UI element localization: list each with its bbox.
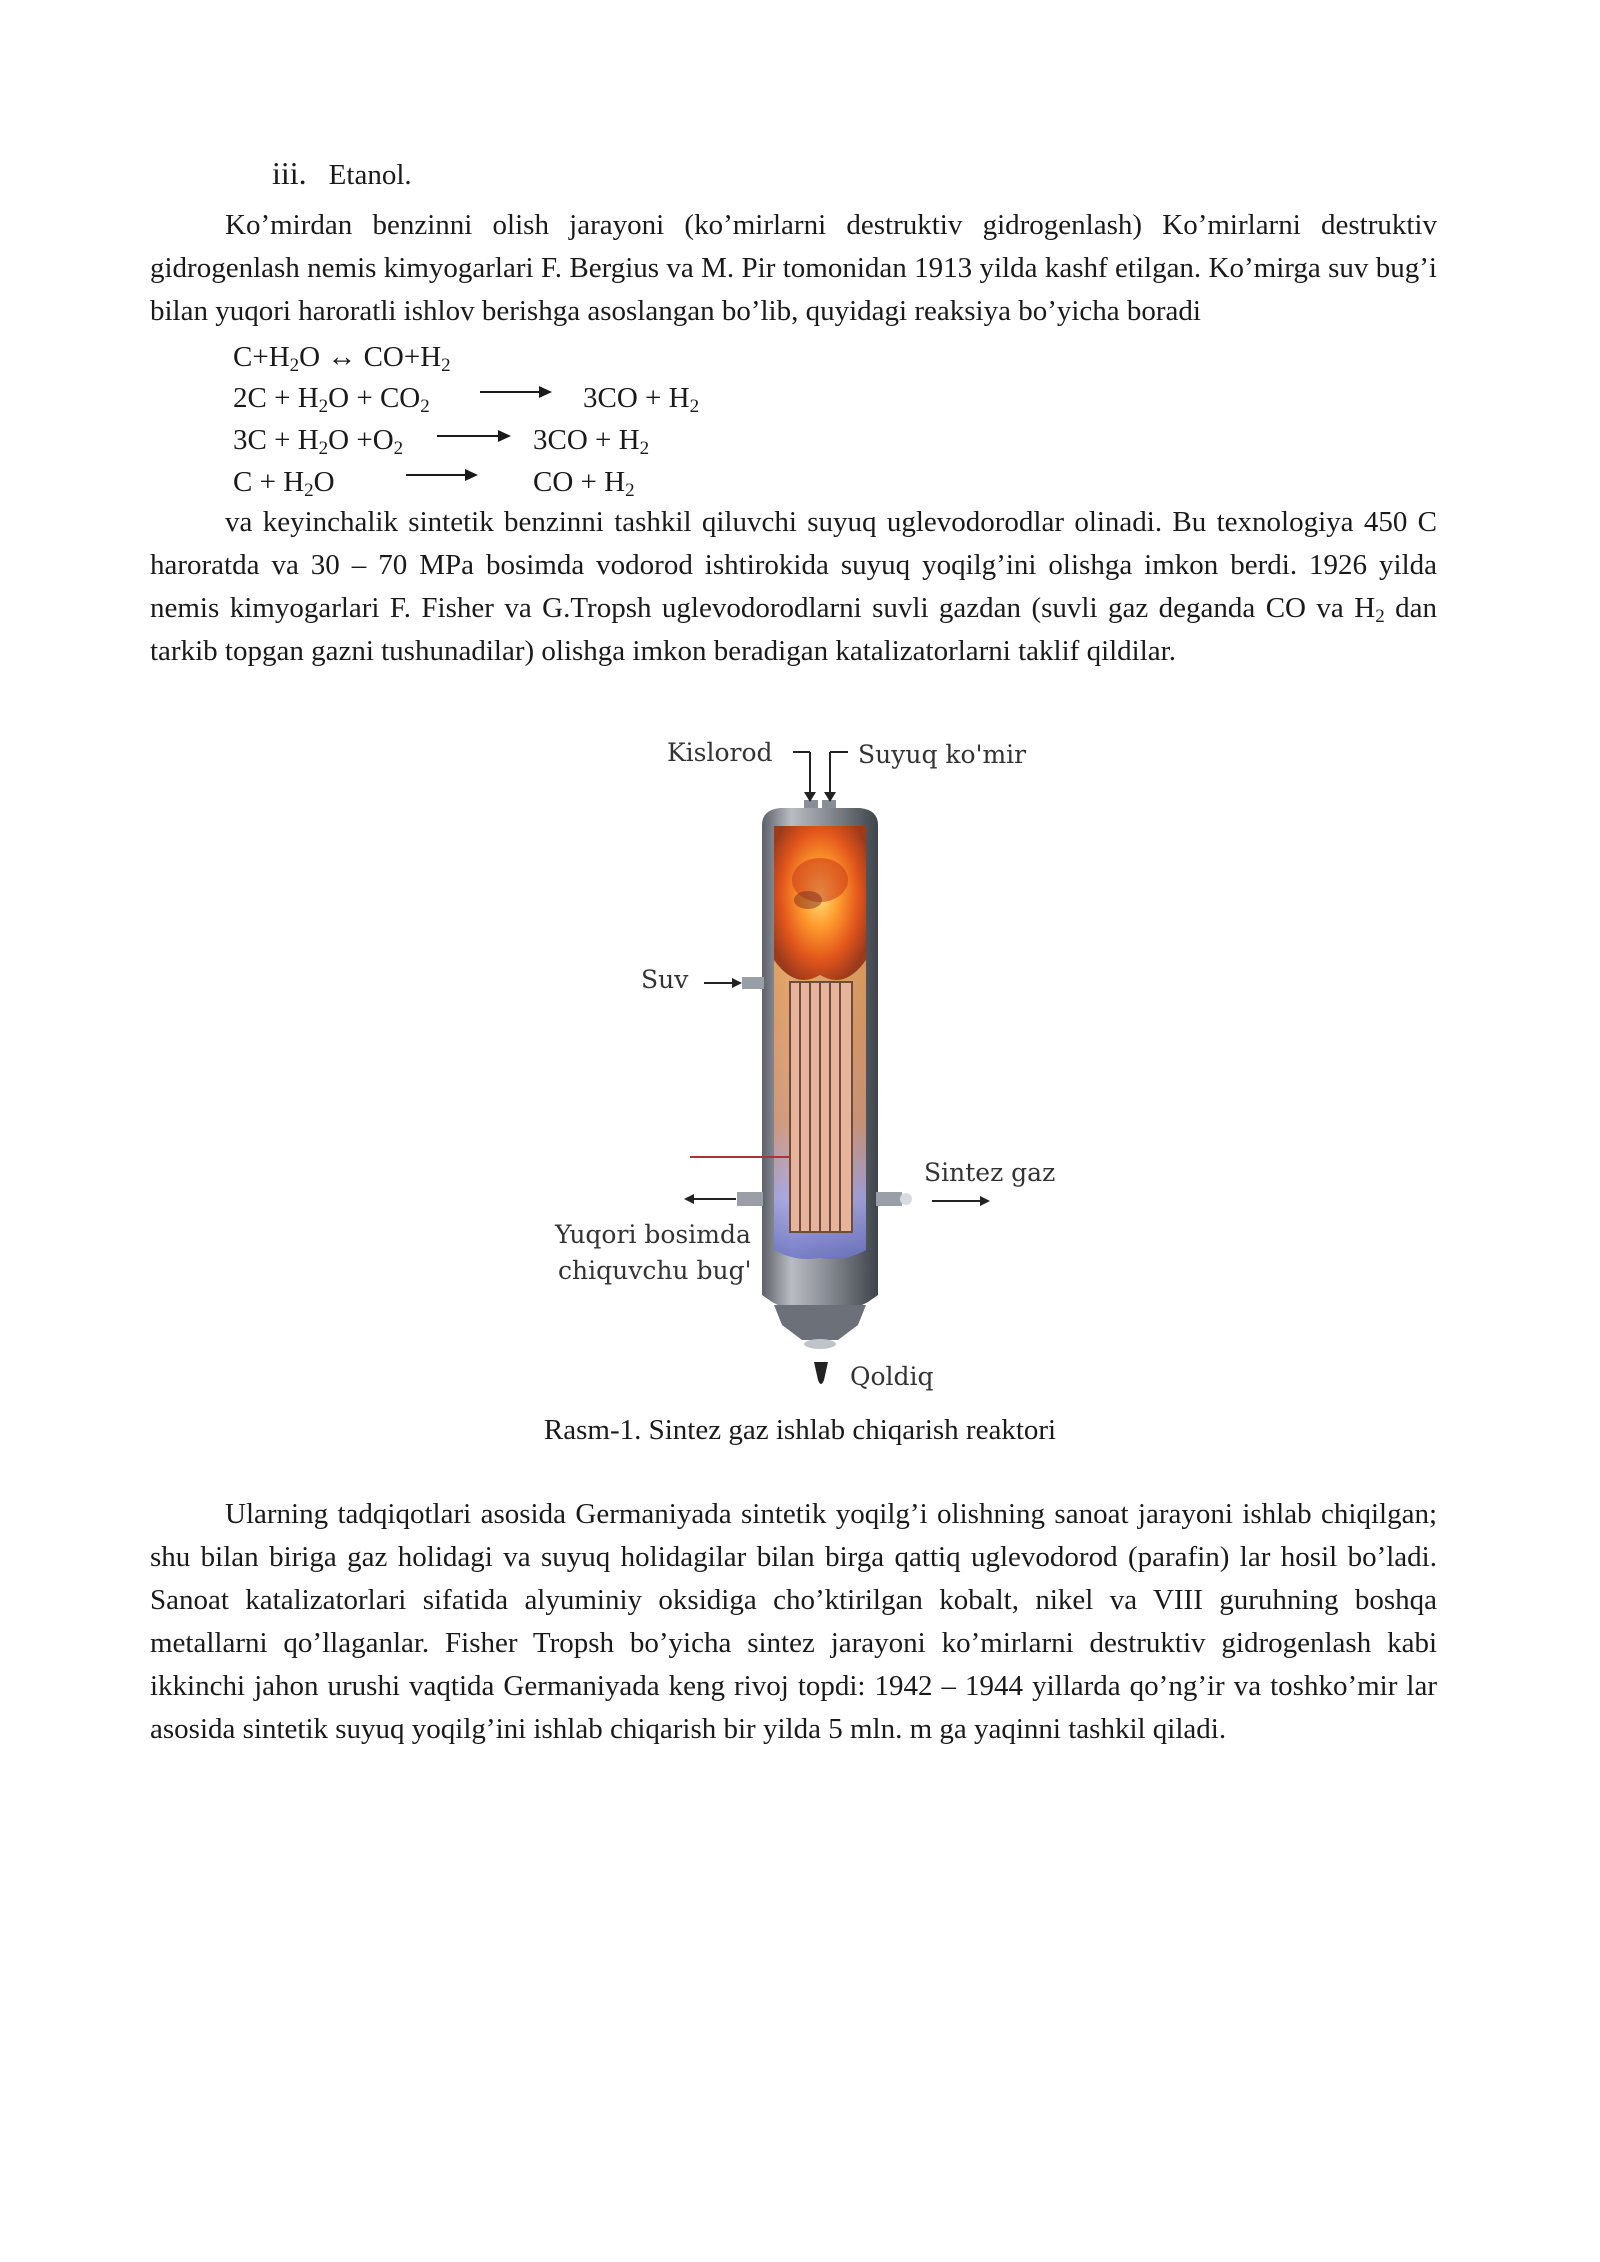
water-inlet-nozzle: [742, 977, 764, 989]
reaction-arrow: [437, 435, 509, 437]
paragraph-germany: Ularning tadqiqotlari asosida Germaniyada sintetik yoqilg’i olishning sanoat jarayoni ishlab chiqilgan; shu bilan biriga gaz holidagi va suyuq holidagilar bilan birga qattiq uglevodorod (parafin) lar hosil bo’ladi. Sanoat katalizatorlari sifatida alyuminiy oksidiga cho’ktirilgan kobalt, nikel va VIII guruhning boshqa metallarni qo’llaganlar. Fisher Tropsh bo’yicha sintez jarayoni ko’mirlarni destruktiv gidrogenlash kabi ikkinchi jahon urushi vaqtida Germaniyada keng rivoj topdi: 1942 – 1944 yillarda qo’ng’ir va toshko’mir lar asosida sintetik suyuq yoqilg’ini ishlab chiqarish bir yilda 5 mln. m ga yaqinni tashkil qiladi.: [150, 1498, 1437, 1745]
list-item-ethanol: [272, 155, 412, 192]
label-syngas: Sintez gaz: [924, 1158, 1056, 1187]
label-liquid-coal: Suyuq ko'mir: [858, 740, 1027, 769]
equation-3-right: $3CO + H_2$: [533, 424, 650, 459]
equation-2-left: $2C + H_2O + CO_2$: [233, 382, 430, 417]
paragraph-technology: va keyinchalik sintetik benzinni tashkil qiluvchi suyuq uglevodorodlar olinadi. Bu texnologiya 450 C haroratda va 30 – 70 MPa bosimda vodorod ishtirokida suyuq yoqilg’ini olishga imkon berdi. 1926 yilda nemis kimyogarlari F. Fisher va G.Tropsh uglevodorodlarni suvli gazdan (suvli gaz deganda CO va $H_2$ dan tarkib topgan gazni tushunadilar) olishga imkon beradigan katalizatorlarni taklif qildilar.: [150, 506, 1437, 667]
syngas-outlet-nozzle: [876, 1192, 902, 1206]
equation-4-right: CO + $H_2$: [533, 466, 635, 501]
label-oxygen: Kislorod: [667, 738, 773, 767]
label-steam-line2: chiquvchu bug': [558, 1256, 752, 1285]
list-number: iii.: [272, 155, 307, 191]
residue-drop-icon: [814, 1362, 828, 1384]
steam-outlet-nozzle: [737, 1192, 763, 1206]
label-residue: Qoldiq: [850, 1362, 934, 1391]
residue-outlet: [774, 1305, 866, 1340]
equation-2-right: $3CO + H_2$: [583, 382, 700, 417]
list-text: Etanol.: [328, 159, 412, 191]
paragraph-intro: Ko’mirdan benzinni olish jarayoni (ko’mirlarni destruktiv gidrogenlash) Ko’mirlarni destruktiv gidrogenlash nemis kimyogarlari F. Bergius va M. Pir tomonidan 1913 yilda kashf etilgan. Ko’mirga suv bug’i bilan yuqori haroratli ishlov berishga asoslangan bo’lib, quyidagi reaksiya bo’yicha boradi: [150, 209, 1437, 327]
equation-4-left: $C + H_2O$: [233, 466, 335, 501]
reaction-arrow: [406, 474, 476, 476]
reactor-diagram: [540, 730, 1060, 1400]
label-steam-line1: Yuqori bosimda: [555, 1220, 751, 1249]
reaction-arrow: [480, 391, 550, 393]
figure-caption: Rasm-1. Sintez gaz ishlab chiqarish reaktori: [543, 1414, 1057, 1446]
label-water: Suv: [641, 965, 689, 994]
tube-bundle: [790, 982, 852, 1232]
equation-1: $C+H_2O$ ↔ $CO+H_2$: [233, 341, 451, 376]
equation-3-left: $3C + H_2O +O_2$: [233, 424, 404, 459]
